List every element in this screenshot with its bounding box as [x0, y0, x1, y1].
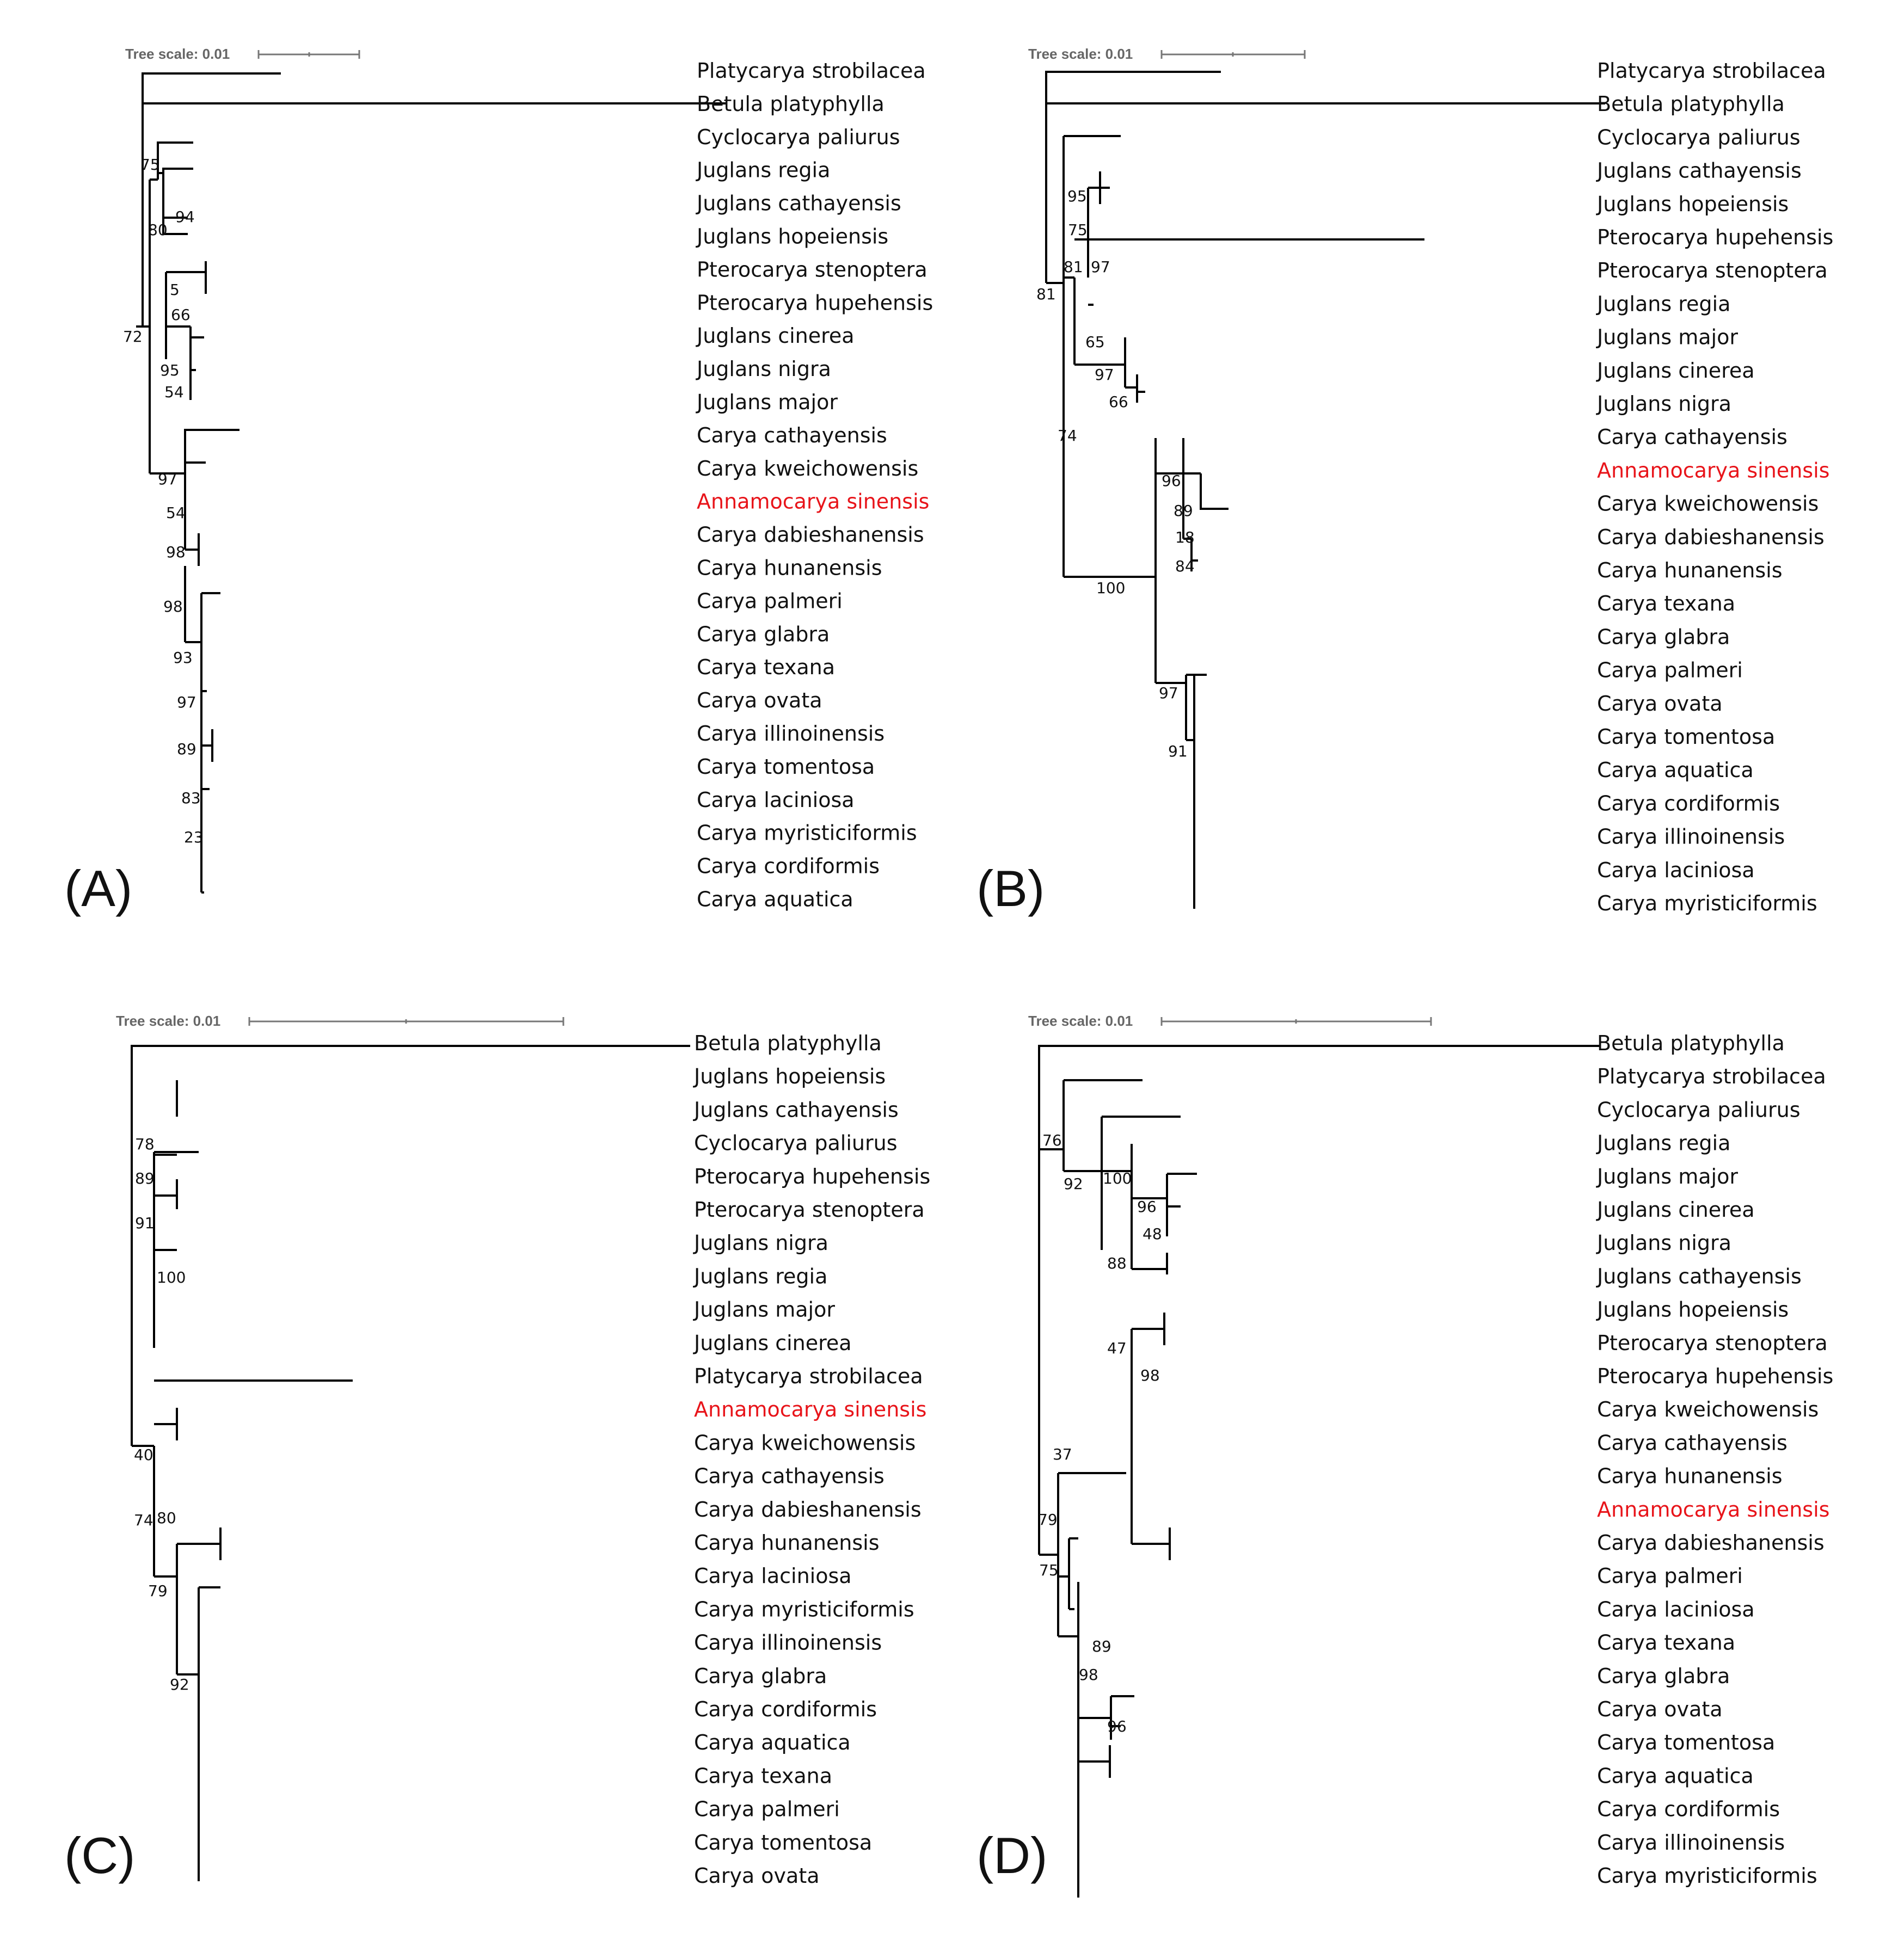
support-values-c	[134, 1135, 189, 1693]
tip-label: Carya tomentosa	[697, 754, 875, 779]
tip-label: Juglans major	[1597, 325, 1738, 349]
tip-label: Carya hunanensis	[694, 1531, 880, 1555]
tip-label: Carya glabra	[1597, 1664, 1730, 1688]
support-value: 81	[1036, 285, 1056, 303]
scale-label-b: Tree scale: 0.01	[1028, 46, 1133, 62]
support-value: 97	[1091, 258, 1110, 276]
tip-label: Juglans cinerea	[694, 1331, 852, 1355]
support-value: 89	[135, 1169, 155, 1187]
tip-label: Juglans cathayensis	[1597, 158, 1802, 183]
support-value: 83	[181, 789, 201, 807]
tip-label: Juglans cinerea	[1597, 1198, 1755, 1222]
tip-label: Carya dabieshanensis	[694, 1497, 922, 1522]
support-value: 75	[1039, 1561, 1059, 1579]
tip-label: Juglans major	[697, 390, 838, 414]
tip-label: Betula platyphylla	[697, 91, 885, 116]
tip-label: Carya cathayensis	[694, 1464, 885, 1488]
tip-label: Betula platyphylla	[1597, 92, 1785, 116]
support-value: 97	[177, 693, 196, 711]
tip-label: Juglans cathayensis	[694, 1098, 899, 1122]
support-value: 89	[177, 740, 196, 758]
tip-label: Platycarya strobilacea	[1597, 1064, 1826, 1089]
tip-label: Carya palmeri	[1597, 658, 1743, 682]
tip-label: Carya texana	[694, 1764, 833, 1788]
support-value: 100	[1096, 579, 1126, 597]
tip-label: Platycarya strobilacea	[694, 1364, 923, 1388]
support-value: 66	[171, 306, 191, 324]
panel-c	[0, 967, 952, 1934]
tip-label: Carya hunanensis	[1597, 1464, 1783, 1488]
tip-label: Carya myristiciformis	[694, 1597, 914, 1622]
tip-label: Juglans hopeiensis	[1597, 192, 1789, 216]
tree-d	[952, 967, 1904, 1934]
tip-label: Juglans nigra	[697, 357, 831, 381]
panel-label-d: (D)	[976, 1827, 1048, 1884]
support-value: 47	[1107, 1339, 1127, 1357]
tip-label: Pterocarya hupehensis	[1597, 225, 1834, 249]
support-value: 98	[163, 598, 183, 615]
tip-labels-d	[1596, 1031, 1833, 1888]
panel-a	[0, 0, 952, 967]
support-value: 40	[134, 1446, 153, 1464]
tip-label: Carya dabieshanensis	[1597, 525, 1825, 549]
tip-label: Carya hunanensis	[697, 556, 882, 580]
tip-label: Juglans hopeiensis	[694, 1064, 886, 1089]
scale-label-d: Tree scale: 0.01	[1028, 1013, 1133, 1029]
tip-label: Juglans regia	[694, 1264, 828, 1289]
support-values-a	[123, 156, 204, 846]
support-value: 54	[166, 504, 186, 522]
tip-label: Carya cathayensis	[697, 423, 887, 447]
support-value: 54	[164, 383, 184, 401]
tip-label: Carya glabra	[1597, 625, 1730, 649]
support-value: 96	[1107, 1717, 1127, 1735]
tip-label: Carya texana	[697, 655, 836, 680]
support-values-d	[1038, 1131, 1162, 1735]
tip-labels-b	[1596, 59, 1833, 915]
support-value: 79	[1038, 1511, 1058, 1529]
support-value: 76	[1042, 1131, 1062, 1149]
tip-label-highlighted: Annamocarya sinensis	[694, 1397, 927, 1422]
tip-label: Carya cathayensis	[1597, 1431, 1788, 1455]
support-value: 81	[1064, 258, 1083, 276]
support-value: 65	[1085, 333, 1105, 351]
tip-label: Juglans regia	[1597, 292, 1731, 316]
support-value: 75	[1068, 221, 1088, 239]
tip-label: Carya aquatica	[694, 1730, 851, 1755]
tip-label: Carya ovata	[694, 1864, 820, 1888]
panel-label-b: (B)	[976, 860, 1045, 917]
support-value: 80	[148, 221, 168, 239]
tip-label: Juglans nigra	[1597, 392, 1731, 416]
tip-label: Juglans hopeiensis	[697, 224, 889, 249]
tip-label: Pterocarya hupehensis	[694, 1164, 931, 1188]
support-value: 92	[1064, 1175, 1083, 1193]
scale-label-c: Tree scale: 0.01	[116, 1013, 221, 1029]
support-value: 89	[1174, 502, 1193, 520]
support-value: 100	[1103, 1169, 1132, 1187]
tip-label-highlighted: Annamocarya sinensis	[1597, 458, 1830, 483]
tip-label: Juglans nigra	[694, 1231, 828, 1255]
panel-label-a: (A)	[64, 860, 133, 917]
panel-b	[952, 0, 1904, 967]
tip-label: Carya palmeri	[694, 1797, 840, 1821]
tip-label: Juglans hopeiensis	[1597, 1297, 1789, 1322]
tip-label: Pterocarya stenoptera	[697, 257, 928, 282]
tip-label: Carya myristiciformis	[697, 821, 917, 845]
tip-label: Carya glabra	[694, 1664, 827, 1688]
tip-label: Juglans regia	[1597, 1131, 1731, 1155]
tip-label: Carya ovata	[1597, 691, 1723, 716]
tip-label: Carya tomentosa	[694, 1830, 873, 1855]
support-value: 88	[1107, 1254, 1127, 1272]
support-value: 96	[1162, 472, 1181, 490]
support-value: 92	[170, 1676, 189, 1693]
tip-label: Carya myristiciformis	[1597, 1864, 1817, 1888]
tip-labels-a	[696, 59, 933, 911]
tip-label: Carya kweichowensis	[697, 456, 919, 481]
tip-label: Carya laciniosa	[1597, 1597, 1755, 1622]
tip-label-highlighted: Annamocarya sinensis	[697, 489, 930, 514]
tip-label: Carya cordiformis	[697, 854, 880, 878]
tip-label: Carya tomentosa	[1597, 1730, 1776, 1755]
tip-label: Carya illinoinensis	[697, 722, 885, 746]
tip-label: Platycarya strobilacea	[1597, 59, 1826, 83]
branches-a	[136, 73, 727, 892]
tip-label: Cyclocarya paliurus	[1597, 125, 1801, 150]
tip-label: Juglans major	[1597, 1164, 1738, 1188]
tip-label: Pterocarya stenoptera	[694, 1198, 925, 1222]
support-value: 80	[157, 1509, 176, 1527]
support-value: 98	[166, 543, 186, 561]
tip-label: Juglans cinerea	[697, 324, 855, 348]
tip-label: Carya ovata	[1597, 1697, 1723, 1721]
panel-d	[952, 967, 1904, 1934]
support-value: 75	[140, 156, 160, 174]
tip-label: Juglans cathayensis	[1597, 1264, 1802, 1289]
tip-label-highlighted: Annamocarya sinensis	[1597, 1497, 1830, 1522]
tip-label: Juglans cathayensis	[697, 191, 901, 215]
support-value: 48	[1143, 1225, 1162, 1243]
tip-label: Cyclocarya paliurus	[694, 1131, 898, 1155]
tip-label: Carya cordiformis	[694, 1697, 877, 1721]
support-value: 98	[1079, 1666, 1098, 1684]
support-value: 98	[1140, 1366, 1160, 1384]
scale-bar-a	[125, 46, 359, 62]
support-value: 97	[158, 470, 177, 488]
support-value: 37	[1053, 1445, 1072, 1463]
tip-label: Cyclocarya paliurus	[697, 125, 900, 149]
tip-label: Carya kweichowensis	[694, 1431, 916, 1455]
support-value: 94	[175, 208, 195, 226]
tree-c	[0, 967, 952, 1934]
support-value: 74	[134, 1511, 153, 1529]
support-value: 78	[135, 1135, 155, 1153]
scale-bar-c	[116, 1013, 563, 1029]
tip-label: Carya texana	[1597, 1630, 1736, 1655]
tip-label: Carya kweichowensis	[1597, 491, 1819, 516]
tip-label: Betula platyphylla	[694, 1031, 882, 1055]
tree-a	[0, 0, 952, 967]
tip-label: Carya illinoinensis	[694, 1630, 882, 1655]
scale-bar-b	[1028, 46, 1305, 62]
support-value: 66	[1109, 393, 1128, 411]
branches-b	[1046, 72, 1605, 909]
tip-label: Carya cathayensis	[1597, 425, 1788, 449]
tip-label: Carya cordiformis	[1597, 791, 1780, 816]
tip-label: Carya illinoinensis	[1597, 1830, 1785, 1855]
tip-label: Juglans major	[694, 1297, 835, 1322]
support-value: 97	[1159, 684, 1178, 702]
tip-label: Carya cordiformis	[1597, 1797, 1780, 1821]
support-value: 72	[123, 328, 143, 346]
support-value: 97	[1095, 366, 1114, 384]
tip-label: Carya myristiciformis	[1597, 891, 1817, 915]
tip-label: Carya dabieshanensis	[1597, 1531, 1825, 1555]
tip-label: Cyclocarya paliurus	[1597, 1098, 1801, 1122]
support-value: 95	[1067, 187, 1087, 205]
scale-bar-d	[1028, 1013, 1431, 1029]
support-value: 95	[160, 361, 180, 379]
tip-label: Carya palmeri	[697, 589, 843, 613]
tip-label: Carya aquatica	[1597, 1764, 1754, 1788]
support-value: 23	[184, 828, 204, 846]
tree-b	[952, 0, 1904, 967]
tip-label: Juglans cinerea	[1597, 358, 1755, 383]
support-value: 93	[173, 649, 193, 667]
support-value: 91	[1168, 742, 1188, 760]
support-value: 89	[1092, 1637, 1111, 1655]
support-value: 91	[135, 1214, 155, 1232]
tip-label: Platycarya strobilacea	[697, 59, 926, 83]
tip-label: Carya aquatica	[697, 887, 853, 911]
tip-labels-c	[693, 1031, 930, 1888]
tip-label: Carya kweichowensis	[1597, 1397, 1819, 1422]
tip-label: Carya laciniosa	[697, 787, 855, 812]
tip-label: Carya laciniosa	[694, 1564, 852, 1588]
support-value: 84	[1175, 557, 1195, 575]
branches-c	[132, 1046, 690, 1881]
tip-label: Carya aquatica	[1597, 758, 1754, 783]
tip-label: Betula platyphylla	[1597, 1031, 1785, 1055]
tip-label: Carya glabra	[697, 622, 830, 646]
tip-label: Carya texana	[1597, 592, 1736, 616]
tip-label: Juglans regia	[697, 158, 831, 182]
tip-label: Carya tomentosa	[1597, 725, 1776, 749]
tip-label: Carya laciniosa	[1597, 858, 1755, 882]
scale-label-a: Tree scale: 0.01	[125, 46, 230, 62]
tip-label: Pterocarya hupehensis	[1597, 1364, 1834, 1388]
tip-label: Carya illinoinensis	[1597, 824, 1785, 849]
tip-label: Carya palmeri	[1597, 1564, 1743, 1588]
panel-label-c: (C)	[64, 1827, 136, 1884]
support-value: 100	[157, 1268, 186, 1286]
support-value: 18	[1175, 528, 1195, 546]
tip-label: Pterocarya stenoptera	[1597, 258, 1828, 283]
tip-label: Carya ovata	[697, 688, 822, 713]
support-value: 96	[1137, 1198, 1157, 1216]
support-value: 79	[148, 1582, 168, 1600]
tip-label: Carya dabieshanensis	[697, 522, 924, 547]
tip-label: Pterocarya hupehensis	[697, 291, 933, 315]
support-value: 5	[170, 281, 180, 299]
support-value: 74	[1058, 427, 1077, 445]
support-values-b	[1036, 187, 1195, 760]
tip-label: Pterocarya stenoptera	[1597, 1331, 1828, 1355]
tip-label: Juglans nigra	[1597, 1231, 1731, 1255]
tip-label: Carya hunanensis	[1597, 558, 1783, 582]
